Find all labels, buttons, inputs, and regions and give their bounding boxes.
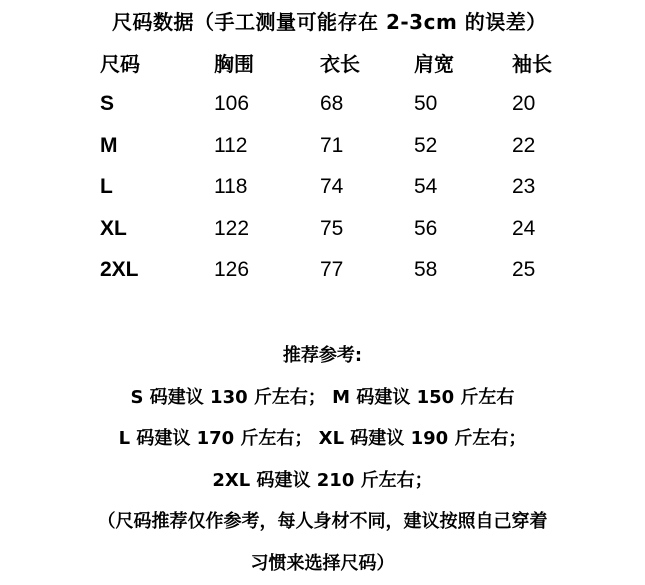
sleeve-cell: 22 xyxy=(512,133,536,157)
table-row xyxy=(100,250,582,292)
table-row xyxy=(100,125,582,167)
length-cell: 77 xyxy=(320,258,344,282)
header-shoulder: 肩宽 xyxy=(414,52,454,77)
recommendation-line: L 码建议 170 斤左右； XL 码建议 190 斤左右； xyxy=(118,428,527,449)
size-cell: L xyxy=(100,175,113,199)
size-cell: XL xyxy=(100,216,127,240)
length-cell: 71 xyxy=(320,133,344,157)
shoulder-cell: 58 xyxy=(414,258,438,282)
length-cell: 68 xyxy=(320,92,344,116)
chest-cell: 122 xyxy=(214,216,250,240)
sleeve-cell: 20 xyxy=(512,92,536,116)
sleeve-cell: 25 xyxy=(512,258,536,282)
table-row xyxy=(100,208,582,250)
sleeve-cell: 23 xyxy=(512,175,536,199)
recommendation-line: S 码建议 130 斤左右； M 码建议 150 斤左右 xyxy=(130,386,515,408)
size-cell: S xyxy=(100,92,115,116)
sleeve-cell: 24 xyxy=(512,216,536,240)
header-sleeve: 袖长 xyxy=(512,52,552,77)
size-table xyxy=(100,42,582,291)
header-size: 尺码 xyxy=(100,52,140,77)
table-header-row xyxy=(100,42,582,84)
size-data-title: 尺码数据（手工测量可能存在 2-3cm 的误差） xyxy=(112,10,547,34)
size-cell: 2XL xyxy=(100,258,139,282)
length-cell: 75 xyxy=(320,216,344,240)
table-row xyxy=(100,167,582,209)
recommendation-section xyxy=(0,335,645,584)
chest-cell: 106 xyxy=(214,92,250,116)
recommendation-line: 2XL 码建议 210 斤左右； xyxy=(212,469,433,491)
chest-cell: 112 xyxy=(214,133,248,157)
size-cell: M xyxy=(100,133,118,157)
recommendation-note: 习惯来选择尺码） xyxy=(250,552,395,574)
shoulder-cell: 56 xyxy=(414,216,438,240)
length-cell: 74 xyxy=(320,175,344,199)
table-row xyxy=(100,84,582,126)
shoulder-cell: 52 xyxy=(414,133,438,157)
header-length: 衣长 xyxy=(320,52,360,77)
chest-cell: 118 xyxy=(214,175,248,199)
shoulder-cell: 54 xyxy=(414,175,438,199)
recommendation-heading: 推荐参考: xyxy=(282,345,363,366)
recommendation-note: （尺码推荐仅作参考，每人身材不同，建议按照自己穿着 xyxy=(97,511,548,532)
header-chest: 胸围 xyxy=(214,52,254,77)
shoulder-cell: 50 xyxy=(414,92,438,116)
chest-cell: 126 xyxy=(214,258,250,282)
